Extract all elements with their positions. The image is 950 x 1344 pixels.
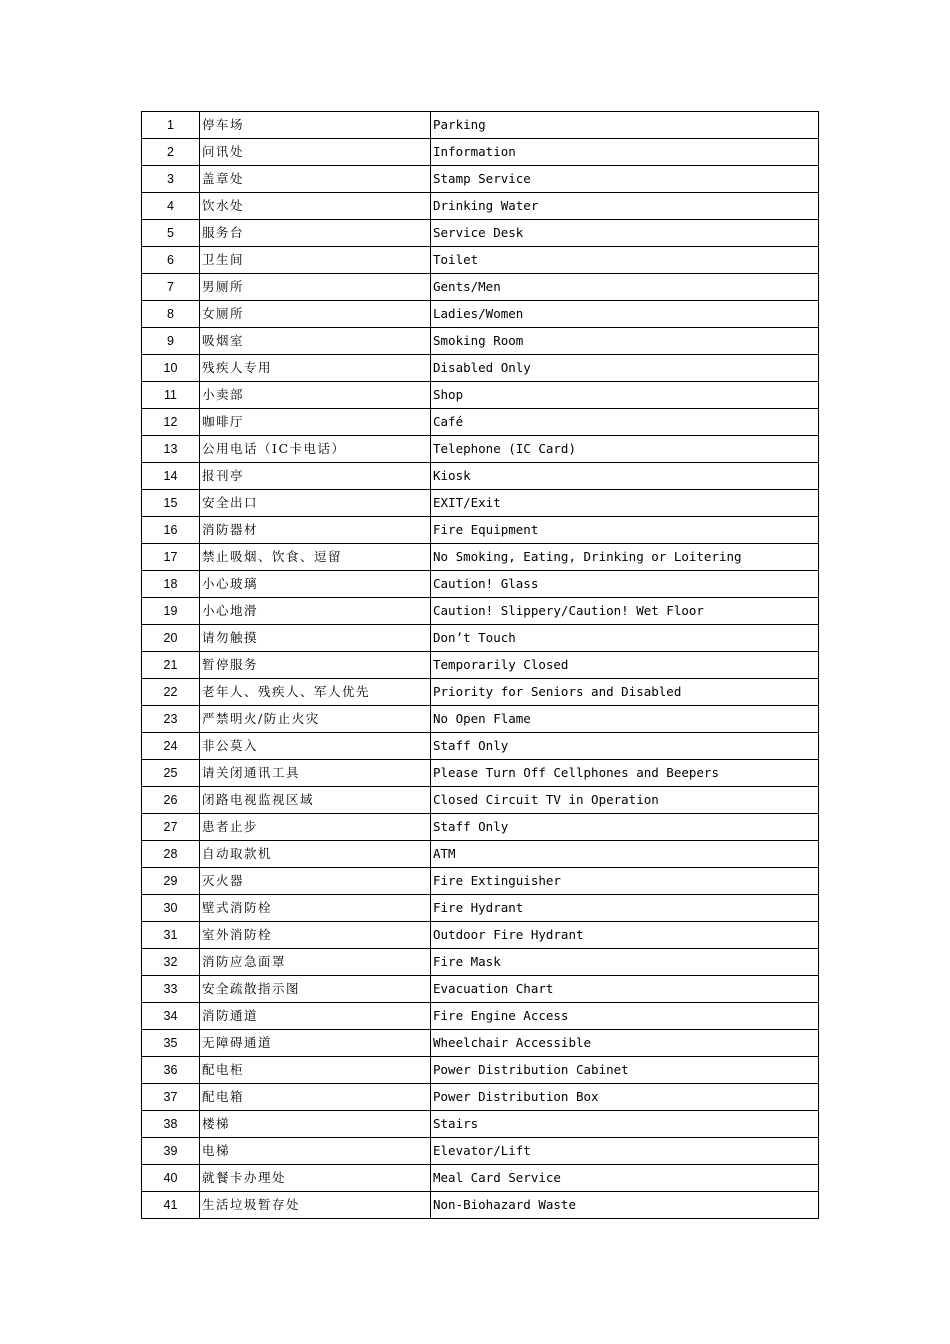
- chinese-sign-text: 卫生间: [200, 247, 431, 274]
- table-row: [142, 436, 819, 463]
- english-translation: Stairs: [431, 1111, 819, 1138]
- row-number: 3: [142, 166, 200, 193]
- english-translation: Staff Only: [431, 733, 819, 760]
- row-number: 12: [142, 409, 200, 436]
- row-number: 39: [142, 1138, 200, 1165]
- chinese-sign-text: 闭路电视监视区域: [200, 787, 431, 814]
- row-number: 30: [142, 895, 200, 922]
- chinese-sign-text: 报刊亭: [200, 463, 431, 490]
- table-row: [142, 166, 819, 193]
- row-number: 4: [142, 193, 200, 220]
- chinese-sign-text: 停车场: [200, 112, 431, 139]
- row-number: 21: [142, 652, 200, 679]
- table-row: [142, 760, 819, 787]
- table-row: [142, 841, 819, 868]
- english-translation: Power Distribution Box: [431, 1084, 819, 1111]
- table-row: [142, 706, 819, 733]
- row-number: 33: [142, 976, 200, 1003]
- english-translation: EXIT/Exit: [431, 490, 819, 517]
- row-number: 40: [142, 1165, 200, 1192]
- row-number: 20: [142, 625, 200, 652]
- chinese-sign-text: 壁式消防栓: [200, 895, 431, 922]
- chinese-sign-text: 消防器材: [200, 517, 431, 544]
- table-row: [142, 598, 819, 625]
- chinese-sign-text: 消防通道: [200, 1003, 431, 1030]
- row-number: 31: [142, 922, 200, 949]
- row-number: 22: [142, 679, 200, 706]
- english-translation: Information: [431, 139, 819, 166]
- table-row: [142, 868, 819, 895]
- chinese-sign-text: 咖啡厅: [200, 409, 431, 436]
- chinese-sign-text: 电梯: [200, 1138, 431, 1165]
- row-number: 29: [142, 868, 200, 895]
- chinese-sign-text: 灭火器: [200, 868, 431, 895]
- chinese-sign-text: 残疾人专用: [200, 355, 431, 382]
- english-translation: Toilet: [431, 247, 819, 274]
- table-row: [142, 301, 819, 328]
- row-number: 32: [142, 949, 200, 976]
- chinese-sign-text: 安全出口: [200, 490, 431, 517]
- english-translation: Stamp Service: [431, 166, 819, 193]
- english-translation: Priority for Seniors and Disabled: [431, 679, 819, 706]
- table-row: [142, 1084, 819, 1111]
- row-number: 6: [142, 247, 200, 274]
- english-translation: Parking: [431, 112, 819, 139]
- row-number: 17: [142, 544, 200, 571]
- chinese-sign-text: 请关闭通讯工具: [200, 760, 431, 787]
- row-number: 25: [142, 760, 200, 787]
- table-row: [142, 733, 819, 760]
- english-translation: Fire Mask: [431, 949, 819, 976]
- english-translation: Please Turn Off Cellphones and Beepers: [431, 760, 819, 787]
- english-translation: Telephone (IC Card): [431, 436, 819, 463]
- chinese-sign-text: 安全疏散指示图: [200, 976, 431, 1003]
- table-row: [142, 1165, 819, 1192]
- chinese-sign-text: 配电箱: [200, 1084, 431, 1111]
- row-number: 34: [142, 1003, 200, 1030]
- table-row: [142, 571, 819, 598]
- english-translation: Gents/Men: [431, 274, 819, 301]
- chinese-sign-text: 公用电话（IC卡电话）: [200, 436, 431, 463]
- chinese-sign-text: 吸烟室: [200, 328, 431, 355]
- row-number: 26: [142, 787, 200, 814]
- table-row: [142, 949, 819, 976]
- english-translation: No Smoking, Eating, Drinking or Loitering: [431, 544, 819, 571]
- table-row: [142, 544, 819, 571]
- row-number: 35: [142, 1030, 200, 1057]
- english-translation: Kiosk: [431, 463, 819, 490]
- chinese-sign-text: 患者止步: [200, 814, 431, 841]
- english-translation: Fire Extinguisher: [431, 868, 819, 895]
- row-number: 1: [142, 112, 200, 139]
- row-number: 36: [142, 1057, 200, 1084]
- table-row: [142, 895, 819, 922]
- english-translation: No Open Flame: [431, 706, 819, 733]
- table-row: [142, 328, 819, 355]
- table-row: [142, 247, 819, 274]
- row-number: 11: [142, 382, 200, 409]
- chinese-sign-text: 小心玻璃: [200, 571, 431, 598]
- chinese-sign-text: 室外消防栓: [200, 922, 431, 949]
- english-translation: Evacuation Chart: [431, 976, 819, 1003]
- table-row: [142, 1111, 819, 1138]
- english-translation: Café: [431, 409, 819, 436]
- chinese-sign-text: 禁止吸烟、饮食、逗留: [200, 544, 431, 571]
- table-row: [142, 652, 819, 679]
- english-translation: Caution! Glass: [431, 571, 819, 598]
- row-number: 28: [142, 841, 200, 868]
- chinese-sign-text: 消防应急面罩: [200, 949, 431, 976]
- chinese-sign-text: 小心地滑: [200, 598, 431, 625]
- english-translation: Drinking Water: [431, 193, 819, 220]
- chinese-sign-text: 自动取款机: [200, 841, 431, 868]
- english-translation: Smoking Room: [431, 328, 819, 355]
- row-number: 9: [142, 328, 200, 355]
- table-row: [142, 355, 819, 382]
- chinese-sign-text: 非公莫入: [200, 733, 431, 760]
- english-translation: Caution! Slippery/Caution! Wet Floor: [431, 598, 819, 625]
- chinese-sign-text: 无障碍通道: [200, 1030, 431, 1057]
- row-number: 16: [142, 517, 200, 544]
- row-number: 24: [142, 733, 200, 760]
- english-translation: Temporarily Closed: [431, 652, 819, 679]
- sign-translation-table: [141, 111, 819, 1219]
- table-row: [142, 382, 819, 409]
- chinese-sign-text: 请勿触摸: [200, 625, 431, 652]
- chinese-sign-text: 男厕所: [200, 274, 431, 301]
- chinese-sign-text: 配电柜: [200, 1057, 431, 1084]
- sign-translation-sheet: [141, 111, 819, 1219]
- table-row: [142, 409, 819, 436]
- chinese-sign-text: 小卖部: [200, 382, 431, 409]
- english-translation: ATM: [431, 841, 819, 868]
- english-translation: Don’t Touch: [431, 625, 819, 652]
- chinese-sign-text: 暂停服务: [200, 652, 431, 679]
- english-translation: Wheelchair Accessible: [431, 1030, 819, 1057]
- english-translation: Fire Engine Access: [431, 1003, 819, 1030]
- table-row: [142, 193, 819, 220]
- english-translation: Ladies/Women: [431, 301, 819, 328]
- table-row: [142, 274, 819, 301]
- table-row: [142, 922, 819, 949]
- english-translation: Meal Card Service: [431, 1165, 819, 1192]
- english-translation: Non-Biohazard Waste: [431, 1192, 819, 1219]
- row-number: 23: [142, 706, 200, 733]
- chinese-sign-text: 老年人、残疾人、军人优先: [200, 679, 431, 706]
- row-number: 37: [142, 1084, 200, 1111]
- table-row: [142, 517, 819, 544]
- table-body: [142, 112, 819, 1219]
- english-translation: Power Distribution Cabinet: [431, 1057, 819, 1084]
- table-row: [142, 1138, 819, 1165]
- chinese-sign-text: 饮水处: [200, 193, 431, 220]
- chinese-sign-text: 盖章处: [200, 166, 431, 193]
- row-number: 38: [142, 1111, 200, 1138]
- table-row: [142, 490, 819, 517]
- row-number: 19: [142, 598, 200, 625]
- table-row: [142, 463, 819, 490]
- chinese-sign-text: 问讯处: [200, 139, 431, 166]
- row-number: 18: [142, 571, 200, 598]
- row-number: 14: [142, 463, 200, 490]
- chinese-sign-text: 就餐卡办理处: [200, 1165, 431, 1192]
- english-translation: Fire Hydrant: [431, 895, 819, 922]
- table-row: [142, 1030, 819, 1057]
- english-translation: Service Desk: [431, 220, 819, 247]
- table-row: [142, 1003, 819, 1030]
- row-number: 27: [142, 814, 200, 841]
- chinese-sign-text: 严禁明火/防止火灾: [200, 706, 431, 733]
- chinese-sign-text: 服务台: [200, 220, 431, 247]
- row-number: 8: [142, 301, 200, 328]
- row-number: 41: [142, 1192, 200, 1219]
- table-row: [142, 679, 819, 706]
- table-row: [142, 1192, 819, 1219]
- table-row: [142, 814, 819, 841]
- english-translation: Closed Circuit TV in Operation: [431, 787, 819, 814]
- row-number: 2: [142, 139, 200, 166]
- english-translation: Staff Only: [431, 814, 819, 841]
- row-number: 5: [142, 220, 200, 247]
- english-translation: Outdoor Fire Hydrant: [431, 922, 819, 949]
- table-row: [142, 625, 819, 652]
- table-row: [142, 112, 819, 139]
- row-number: 7: [142, 274, 200, 301]
- english-translation: Fire Equipment: [431, 517, 819, 544]
- english-translation: Disabled Only: [431, 355, 819, 382]
- chinese-sign-text: 生活垃圾暂存处: [200, 1192, 431, 1219]
- english-translation: Shop: [431, 382, 819, 409]
- chinese-sign-text: 楼梯: [200, 1111, 431, 1138]
- table-row: [142, 787, 819, 814]
- row-number: 10: [142, 355, 200, 382]
- table-row: [142, 139, 819, 166]
- english-translation: Elevator/Lift: [431, 1138, 819, 1165]
- table-row: [142, 220, 819, 247]
- chinese-sign-text: 女厕所: [200, 301, 431, 328]
- row-number: 13: [142, 436, 200, 463]
- row-number: 15: [142, 490, 200, 517]
- table-row: [142, 976, 819, 1003]
- table-row: [142, 1057, 819, 1084]
